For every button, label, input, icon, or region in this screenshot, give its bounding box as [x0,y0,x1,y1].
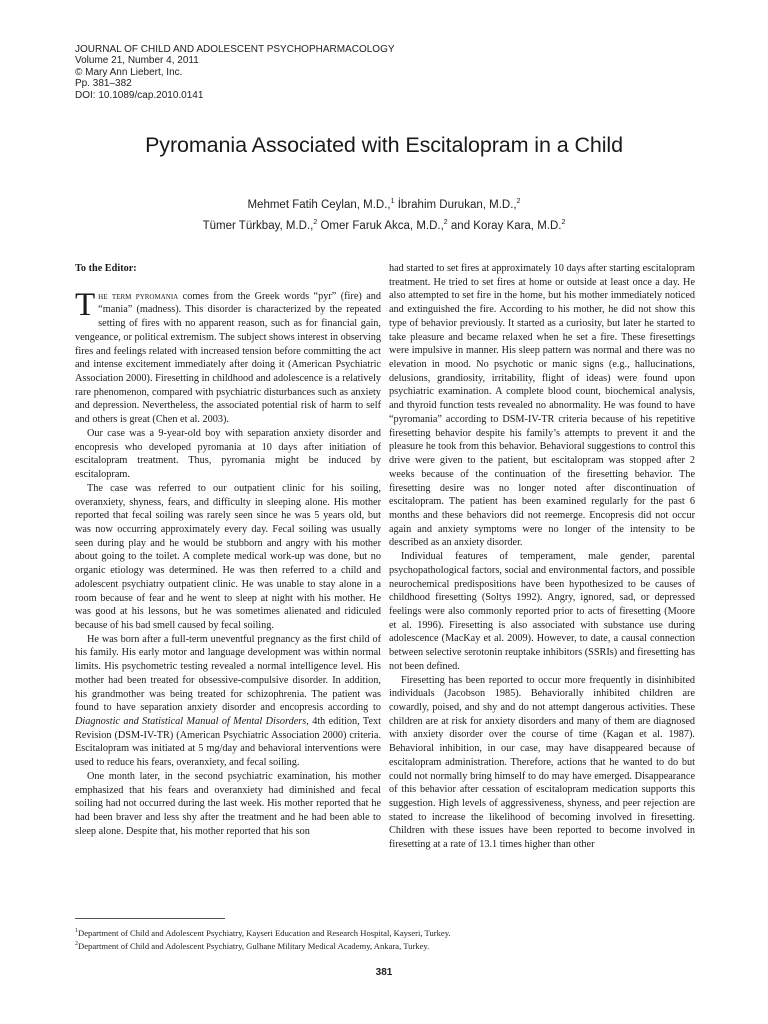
author-turkbay: Tümer Türkbay, M.D., [202,219,314,232]
paragraph-history [75,633,381,770]
footnote-divider [75,918,225,919]
paragraph-text: comes from the Greek words “pyr” (fire) and “mania” (madness). This disorder is characterized by the repeated setting of fires with no apparent reason, such as for financial gain, vengeance, or political extremism. The subject shows interest in observing fires and feelings related with increased tension before committing the act and intense excitement immediately after doing it (American Psychiatric Association 2000). Firesetting in childhood and adolescence is a relatively rare phenomenon, compared with psychiatric disturbances such as anxiety and depression. Nevertheless, the associated potential risk of harm to self and others is great (Chen et al. 2003). [75,290,382,426]
paragraph-text: , 4th edition, Text Revision (DSM-IV-TR) (American Psychiatric Association 2000) criteria. Escitalopram was initiated at 5 mg/day and behavioral interventions were used to reduce his fears, overanxiety, and fecal soiling. [75,716,381,769]
footnote-2 [75,939,451,952]
paragraph-intro [75,286,382,427]
drop-cap: T [75,286,96,323]
journal-volume: Volume 21, Number 4, 2011 [75,55,199,67]
journal-copyright: © Mary Ann Liebert, Inc. [75,66,183,78]
affiliation-marker: 2 [443,218,448,226]
paragraph-case: Our case was a 9-year-old boy with separation anxiety disorder and encopresis who developed pyromania at 10 days after initiation of escitalopram treatment. Thus, pyromania might be induced by escitalopram. [75,427,381,481]
paragraph-referral: The case was referred to our outpatient clinic for his soiling, overanxiety, shyness, fears, and difficulty in sleeping alone. His mother reported that fecal soiling was rarely seen since he was 5 years old, but was now occurring approximately every day. Fecal soiling was usually seen during play and he would be stubborn and angry with his mother about going to the toilet. A complete medical work-up was done, but no organic etiology was determined. He was then referred to a child and adolescent psychiatry outpatient clinic. He was unable to stay alone in a room because of fear and he went to sleep at night with his mother. He was good at his lessons, but he was sometimes alienated and ridiculed because of his bad smell caused by fecal soiling. [75,482,381,631]
dsm-title: Diagnostic and Statistical Manual of Mental Disorders [75,716,307,727]
footnote-marker: 1 [75,928,78,934]
footnote-text: Department of Child and Adolescent Psychiatry, Kayseri Education and Research Hospital, Kayseri, Turkey. [78,927,451,938]
page-number: 381 [375,967,393,978]
journal-doi: DOI: 10.1089/cap.2010.0141 [75,89,204,101]
right-column [389,262,695,852]
paragraph-firesetting: had started to set fires at approximately 10 days after starting escitalopram treatment. He tried to set fires at home or outside at least once a day. He also attempted to set fire in the home, but his mother immediately noticed and extinguished the fire. According to his mother, he did not show this type of behavior previously. It started as a curiosity, but later he started to take pleasure and became relaxed when he set a fire. These firesettings were impulsive in manner. His sleep pattern was normal and there was no elevation in mood. No psychotic or manic signs (e.g., hallucinations, delusions, grandiosity, irritability, flight of ideas) were found upon psychiatric examination. A complete blood count, biochemical analysis, and thyroid function tests revealed no abnormality. He was found to have “pyromania” according to DSM-IV-TR criteria because of his repetitive firesetting behavior despite his family’s attempts to prevent it and the pleasure he took from this behavior. Behavioral suggestions to control this drive were given to the patient, but escitalopram was stopped after 2 weeks because of the continuation of the firesetting behavior. The firesetting desire was no longer noted after discontinuation of escitalopram. The patient has been examined regularly for the past 6 months and these behaviors did not reemerge. Encopresis did not occur again and anxiety symptoms were no longer of the intensity to be described as an anxiety disorder. [389,263,695,549]
paragraph-text: He was born after a full-term uneventful pregnancy as the first child of his family. His early motor and language development was within normal limits. His psychometric testing revealed a normal intelligence level. His mother had been treated for obsessive-compulsive disorder. In addition, his grandmother was being treated for schizophrenia. The patient was found to have separation anxiety disorder and encopresis according to [75,633,381,714]
affiliation-marker: 1 [390,198,395,205]
left-column [75,262,381,838]
paragraph-features: Individual features of temperament, male gender, parental psychopathological factors, social and environmental factors, and possible neurochemical predispositions have been hypothesized to be causes of childhood firesetting (Soltys 1992). Angry, ignored, sad, or depressed feelings were also commonly reported prior to acts of firesetting (Moore et al. 1996). Firesetting is also associated with substance use during adolescence (MacKay et al. 2009). However, to date, a causal connection between selective serotonin reuptake inhibitors (SSRIs) and firesetting has not been defined. [389,551,695,672]
footnote-1 [75,926,451,939]
affiliation-marker: 2 [516,198,521,205]
author-akca: Omer Faruk Akca, M.D., [317,219,444,232]
author-line-1 [0,193,768,214]
paragraph-inhibition: Firesetting has been reported to occur more frequently in disinhibited individuals (Jacobson 1985). Behaviorally inhibited children are cowardly, poised, and shy and do not attempt dangerous activities. These children are at risk for anxiety disorders and many of them are diagnosed with anxiety disorder over the course of time (Kagan et al. 1987). Behavioral inhibition, in our case, may have disappeared because of escitalopram administration. Therefore, actions that he wanted to do but could not normally bring himself to do may have emerged. Disappearance of this behavior after cessation of escitalopram medication supports this suggestion. High levels of aggressiveness, shyness, and peer rejection are stated to increase the likelihood of becoming involved in firesetting. Children with these issues have been reported to become involved in firesetting at a rate of 13.1 times higher than other [389,674,695,851]
lead-in: he term pyromania [98,290,179,302]
author-ceylan: Mehmet Fatih Ceylan, M.D., [247,198,391,211]
journal-name: JOURNAL OF CHILD AND ADOLESCENT PSYCHOPHARMACOLOGY [75,44,395,55]
article-title: Pyromania Associated with Escitalopram in a Child [145,133,623,157]
author-line-2 [0,214,768,235]
affiliation-marker: 2 [313,218,318,226]
salutation: To the Editor: [75,263,137,274]
journal-pages: Pp. 381–382 [75,78,132,90]
author-list [0,193,768,235]
footnote-marker: 2 [75,940,78,947]
author-durukan: İbrahim Durukan, M.D., [394,198,517,211]
paragraph-followup: One month later, in the second psychiatric examination, his mother emphasized that his fears and overanxiety had diminished and fecal soiling had not occurred during the last week. His mother reported that he had been braver and less shy after the treatment and he had been able to sleep alone. Despite that, his mother reported that his son [75,770,381,837]
footnotes [75,926,451,952]
footnote-text: Department of Child and Adolescent Psychiatry, Gulhane Military Medical Academy, Ankara, Turkey. [78,940,430,951]
author-kara: and Koray Kara, M.D. [447,219,562,232]
affiliation-marker: 2 [561,218,566,226]
journal-header [75,44,395,101]
